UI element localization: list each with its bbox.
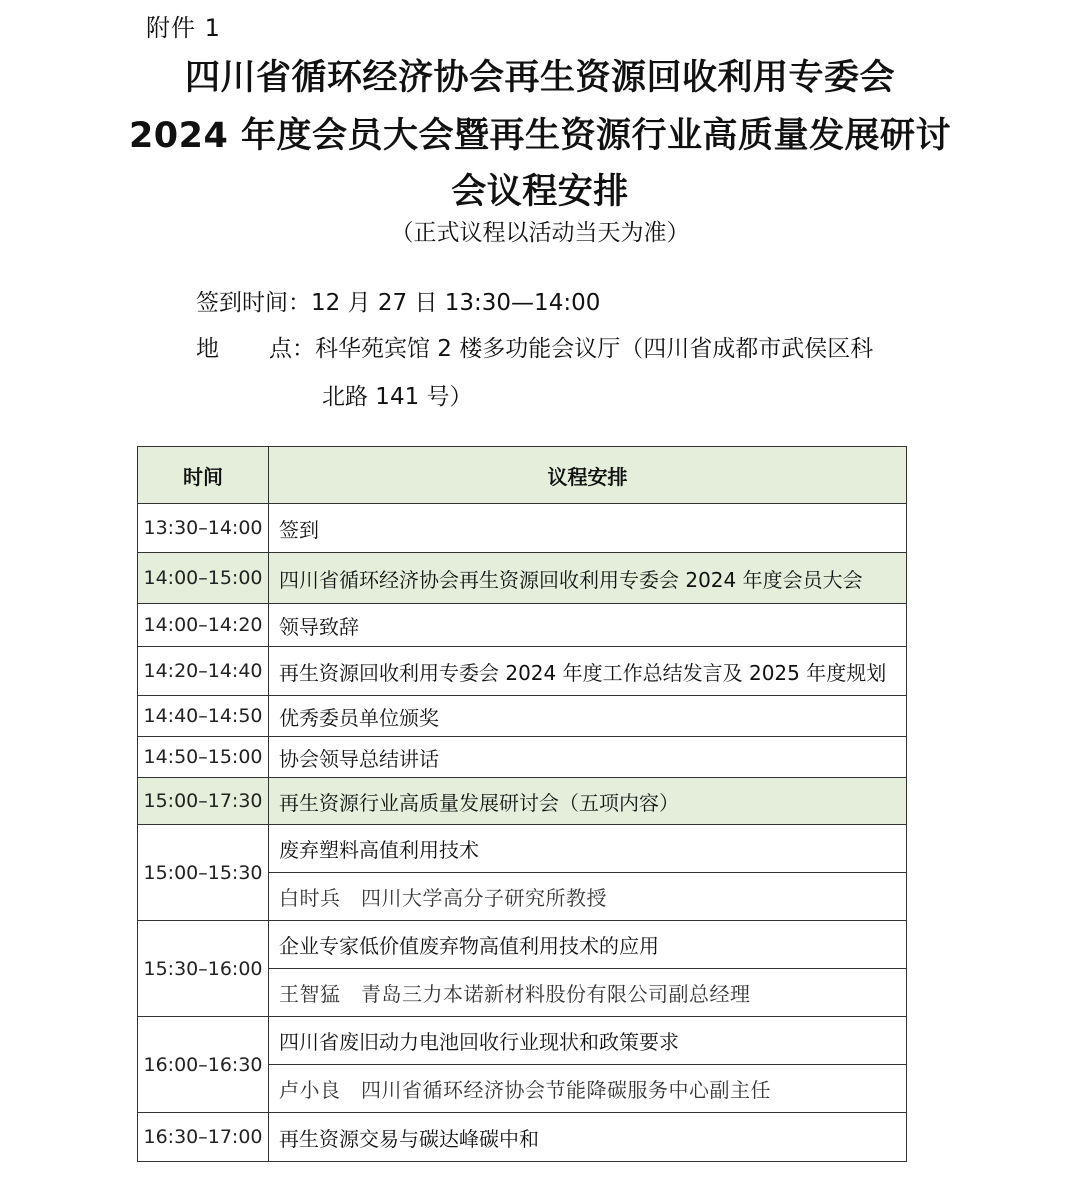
signin-info <box>196 284 600 317</box>
row-speaker: 卢小良 四川省循环经济协会节能降碳服务中心副主任 <box>269 1065 907 1113</box>
row-time: 15:00–15:30 <box>138 825 269 921</box>
row-item: 签到 <box>269 504 907 553</box>
place-value-line-2: 北路 141 号） <box>322 384 473 410</box>
row-time: 16:00–16:30 <box>138 1017 269 1113</box>
table-header-row <box>138 447 907 504</box>
row-item: 再生资源行业高质量发展研讨会（五项内容） <box>269 778 907 825</box>
table-row <box>138 921 907 969</box>
place-label-a: 地 <box>196 336 219 362</box>
row-time: 14:50–15:00 <box>138 737 269 778</box>
header-agenda: 议程安排 <box>269 447 907 504</box>
table-row <box>138 647 907 696</box>
table-row <box>138 825 907 873</box>
row-item: 优秀委员单位颁奖 <box>269 696 907 737</box>
page-title-line-2: 2024 年度会员大会暨再生资源行业高质量发展研讨 <box>128 116 952 156</box>
row-speaker: 王智猛 青岛三力本诺新材料股份有限公司副总经理 <box>269 969 907 1017</box>
signin-value: 12 月 27 日 13:30—14:00 <box>311 290 601 316</box>
table-row <box>138 696 907 737</box>
row-item: 废弃塑料高值利用技术 <box>269 825 907 873</box>
page-title-line-3: 会议程安排 <box>451 172 629 212</box>
table-row <box>138 1113 907 1162</box>
row-time: 14:00–14:20 <box>138 604 269 647</box>
header-time: 时间 <box>138 447 269 504</box>
attachment-label: 附件 1 <box>146 14 221 42</box>
row-time: 14:20–14:40 <box>138 647 269 696</box>
table-row <box>138 604 907 647</box>
row-item: 领导致辞 <box>269 604 907 647</box>
agenda-table <box>137 446 907 1162</box>
table-row <box>138 737 907 778</box>
row-item: 企业专家低价值废弃物高值利用技术的应用 <box>269 921 907 969</box>
table-row <box>138 504 907 553</box>
row-item: 协会领导总结讲话 <box>269 737 907 778</box>
page-title-line-1: 四川省循环经济协会再生资源回收利用专委会 <box>184 58 895 98</box>
row-time: 15:00–17:30 <box>138 778 269 825</box>
agenda-note: （正式议程以活动当天为准） <box>390 220 690 246</box>
table-row-highlight <box>138 778 907 825</box>
row-time: 16:30–17:00 <box>138 1113 269 1162</box>
place-label-b: 点： <box>269 336 315 362</box>
place-value-line-1: 科华苑宾馆 2 楼多功能会议厅（四川省成都市武侯区科 <box>315 336 874 362</box>
row-item: 再生资源回收利用专委会 2024 年度工作总结发言及 2025 年度规划 <box>269 647 907 696</box>
signin-label: 签到时间： <box>196 290 311 316</box>
table-row-highlight <box>138 553 907 604</box>
row-time: 15:30–16:00 <box>138 921 269 1017</box>
place-info <box>196 330 873 363</box>
row-time: 14:00–15:00 <box>138 553 269 604</box>
row-item: 四川省废旧动力电池回收行业现状和政策要求 <box>269 1017 907 1065</box>
row-item: 四川省循环经济协会再生资源回收利用专委会 2024 年度会员大会 <box>269 553 907 604</box>
row-time: 14:40–14:50 <box>138 696 269 737</box>
row-item: 再生资源交易与碳达峰碳中和 <box>269 1113 907 1162</box>
row-time: 13:30–14:00 <box>138 504 269 553</box>
row-speaker: 白时兵 四川大学高分子研究所教授 <box>269 873 907 921</box>
table-row <box>138 1017 907 1065</box>
